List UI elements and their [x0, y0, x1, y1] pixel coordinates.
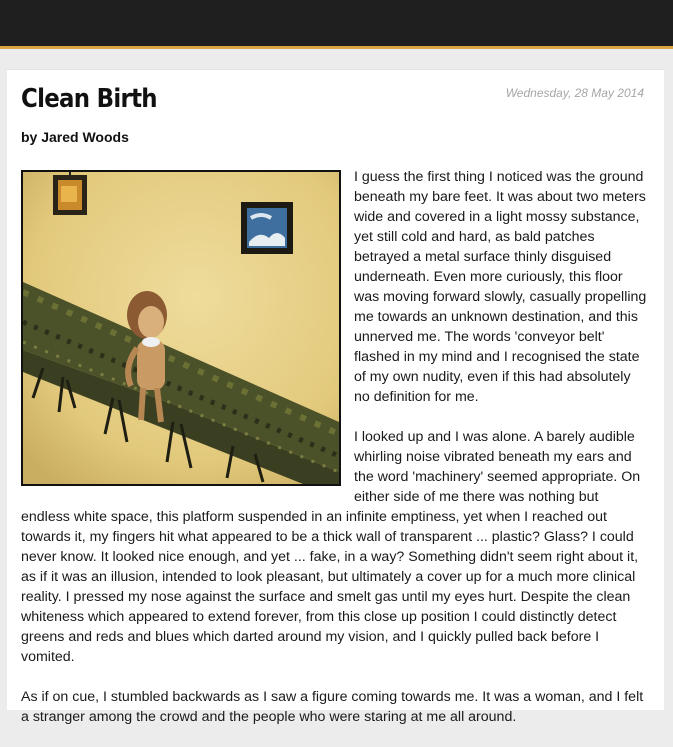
top-nav-bar: [0, 0, 673, 49]
article-paragraph: I guess the first thing I noticed was the ground beneath my bare feet. It was about two meters wide and covered in a light mossy substance, yet still cold and hard, as bald patches betrayed a metal surface thinly disguised underneath. Even more curiously, this floor was moving forward slowly, casually propelling me towards an unknown destination, and this unnerved me. The words 'conveyor belt' flashed in my mind and I recognised the state of my own nudity, even if this had absolutely no definition for me.: [354, 169, 647, 405]
article-byline: by Jared Woods: [21, 129, 129, 145]
article-paragraph: As if on cue, I stumbled backwards as I saw a figure coming towards me. It was a woman, and I felt a stranger among the crowd and the people who were staring at me all around.: [21, 689, 644, 725]
frame-icon: [241, 202, 293, 254]
frame-icon: [53, 172, 87, 215]
article-body: [21, 167, 649, 747]
article-illustration: [21, 170, 341, 486]
article-title[interactable]: Clean Birth: [21, 84, 157, 114]
article-card: [7, 69, 664, 725]
article-date: Wednesday, 28 May 2014: [505, 86, 644, 100]
article-paragraph: I looked up and I was alone. A barely audible whirling noise vibrated beneath my ears and the word 'machinery' seemed appropriate. On either side of me there was nothing but endless white space, this platform suspended in an infinite emptiness, yet when I reached out towards it, my fingers hit what appeared to be a thick wall of transparent ... plastic? Glass? I could never know. It looked nice enough, and yet ... fake, in a way? Something didn't seem right about it, as if it was an illusion, intended to look pleasant, but ultimately a cover up for a much more clinical reality. I pressed my nose against the surface and smelt gas until my eyes hurt. Despite the clean whiteness which appeared to extend forever, from this close up position I could distinctly detect greens and reds and blues which darted around my vision, and I quickly pulled back before I vomited.: [21, 429, 641, 665]
